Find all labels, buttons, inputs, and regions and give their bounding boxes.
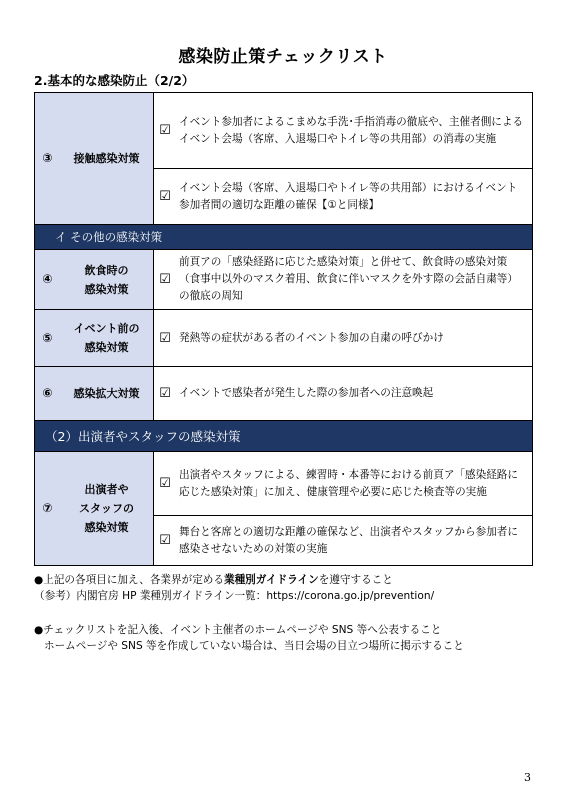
category-label: 出演者や スタッフの 感染対策: [60, 452, 154, 566]
guideline-emphasis: 業種別ガイドライン: [223, 574, 319, 586]
item-number: ⑥: [35, 367, 61, 421]
table-row: [35, 310, 533, 367]
checklist-item-text: イベント会場（客席、入退場口やトイレ等の共用部）におけるイベント参加者間の適切な距離の確保【①と同様】: [176, 169, 533, 225]
subsection-band: [35, 421, 533, 452]
checklist-item-text: 前頁アの「感染経路に応じた感染対策」と併せて、飲食時の感染対策（食事中以外のマスク着用、飲食に伴いマスクを外す際の会話自粛等）の徹底の周知: [176, 250, 533, 310]
checkbox-checked-icon[interactable]: ☑: [154, 93, 177, 169]
note-publish-detail: ホームページや SNS 等を作成していない場合は、当日会場の目立つ場所に掲示すること: [44, 640, 464, 652]
checklist-item-text: イベントで感染者が発生した際の参加者への注意喚起: [176, 367, 533, 421]
category-label: 感染拡大対策: [60, 367, 154, 421]
page-number: 3: [524, 771, 531, 784]
checklist-item-text: 発熱等の症状がある者のイベント参加の自粛の呼びかけ: [176, 310, 533, 367]
subsection-title: （2）出演者やスタッフの感染対策: [35, 421, 533, 452]
category-label: 飲食時の 感染対策: [60, 250, 154, 310]
subsection-band: [35, 225, 533, 250]
category-label: イベント前の 感染対策: [60, 310, 154, 367]
table-row: [35, 250, 533, 310]
checklist-table: [34, 92, 533, 566]
item-number: ⑤: [35, 310, 61, 367]
note-guidelines: ●上記の各項目に加え、各業界が定める業種別ガイドラインを遵守すること: [34, 574, 393, 586]
checkbox-checked-icon[interactable]: ☑: [154, 367, 177, 421]
category-label: 接触感染対策: [60, 93, 154, 225]
checkbox-checked-icon[interactable]: ☑: [154, 516, 177, 566]
item-number: ④: [35, 250, 61, 310]
checkbox-checked-icon[interactable]: ☑: [154, 310, 177, 367]
note-publish: ●チェックリストを記入後、イベント主催者のホームページや SNS 等へ公表すること: [34, 624, 442, 636]
notes: [34, 572, 534, 654]
checkbox-checked-icon[interactable]: ☑: [154, 452, 177, 516]
checkbox-checked-icon[interactable]: ☑: [154, 169, 177, 225]
item-number: ③: [35, 93, 61, 225]
checkbox-checked-icon[interactable]: ☑: [154, 250, 177, 310]
item-number: ⑦: [35, 452, 61, 566]
checklist-item-text: 出演者やスタッフによる、練習時・本番等における前頁ア「感染経路に応じた感染対策」に加え、健康管理や必要に応じた検査等の実施: [176, 452, 533, 516]
page-title: 感染防止策チェックリスト: [178, 47, 388, 67]
subsection-title: イ その他の感染対策: [35, 225, 533, 250]
checklist-item-text: イベント参加者によるこまめな手洗･手指消毒の徹底や、主催者側によるイベント会場（客席、入退場口やトイレ等の共用部）の消毒の実施: [176, 93, 533, 169]
table-row: [35, 452, 533, 516]
checklist-item-text: 舞台と客席との適切な距離の確保など、出演者やスタッフから参加者に感染させないための対策の実施: [176, 516, 533, 566]
table-row: [35, 93, 533, 169]
note-reference: （参考）内閣官房 HP 業種別ガイドライン一覧：https://corona.go.jp/prevention/: [34, 590, 435, 602]
section-heading: 2.基本的な感染防止（2/2）: [34, 73, 195, 88]
table-row: [35, 367, 533, 421]
